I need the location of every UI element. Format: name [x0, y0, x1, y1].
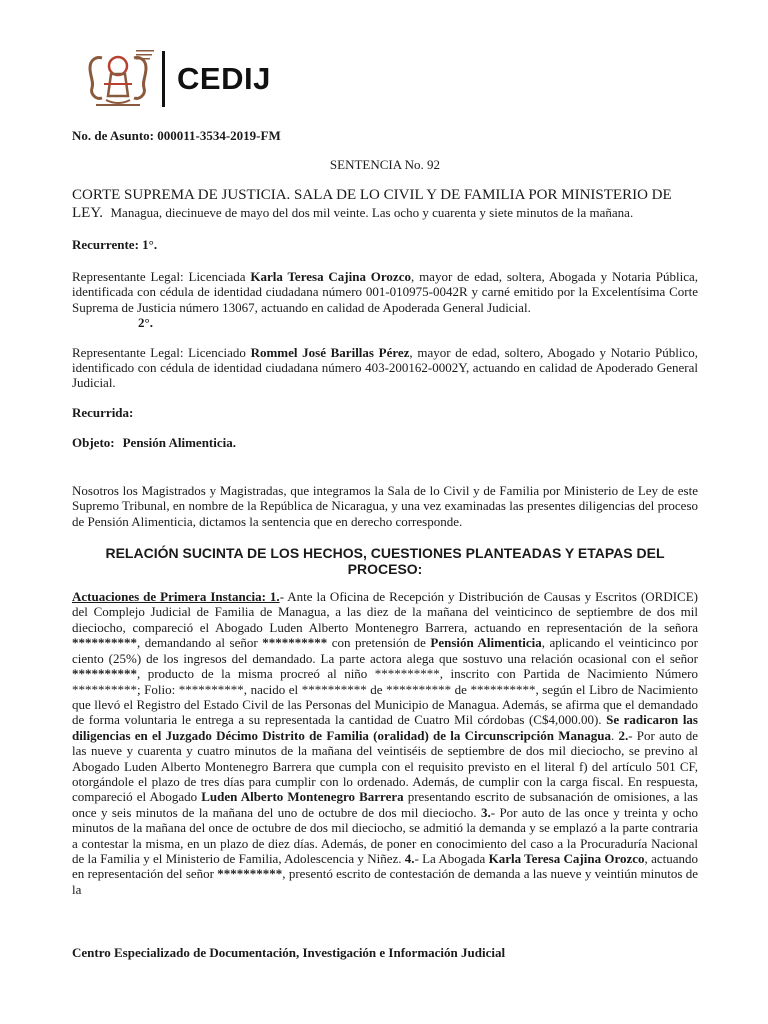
- bold-text: Karla Teresa Cajina Orozco: [488, 850, 645, 866]
- body-text: - Ante la Oficina de Recepción y Distribución de Causas y Escritos (ORDICE) del Complejo Judicial de Familia de Managua, a las diez de la mañana del veinticinco de septiembre de dos mil dieciocho, compareció el Abogado Luden Alberto Montenegro Barrera, actuando en representación de la señora: [72, 589, 698, 635]
- item-number: 2.: [618, 727, 629, 743]
- rep1-name: Karla Teresa Cajina Orozco: [250, 269, 411, 284]
- header: [78, 40, 698, 118]
- brand-title: CEDIJ: [177, 61, 271, 96]
- redacted: **********: [72, 666, 137, 682]
- redacted: **********: [262, 635, 328, 651]
- body-text: presentando escrito de subsanación de omisiones, a las once y seis minutos de la mañana del uno de octubre de dos mil dieciocho.: [72, 789, 698, 820]
- body-text: , actuando en representación del señor: [72, 850, 698, 882]
- section-heading: RELACIÓN SUCINTA DE LOS HECHOS, CUESTIONES PLANTEADAS Y ETAPAS DEL PROCESO:: [105, 545, 665, 578]
- redacted: **********: [217, 866, 283, 882]
- legal-rep-1: [72, 269, 698, 315]
- body-text: - Por auto de las nueve y cuarenta y cuatro minutos de la mañana del veintiséis de septiembre de dos mil dieciocho, se previno al Abogado Luden Alberto Montenegro Barrera que cumpla con el requisito previsto en el literal f) del artículo 501 CF, otorgándole el plazo de tres días para cumplir con lo ordenado. Además, de cumplir con la carga fiscal. En respuesta, compareció el Abogado: [72, 727, 698, 805]
- header-divider: [162, 51, 165, 107]
- bold-text: Pensión Alimenticia: [430, 635, 542, 651]
- body-text: - La Abogada: [414, 850, 489, 866]
- court-heading: [72, 187, 698, 222]
- body-text: , presentó escrito de contestación de demanda a las nueve y veintiún minutos de la: [72, 866, 698, 897]
- body-text: , aplicando el veinticinco por ciento (25%) de los ingresos del demandado. La parte actora alega que sostuvo una relación ocasional con el señor: [72, 635, 698, 666]
- rep2-name: Rommel José Barillas Pérez: [250, 344, 410, 360]
- body-paragraph: [72, 589, 698, 897]
- redacted: **********: [72, 635, 137, 651]
- sentence-number: SENTENCIA No. 92: [329, 157, 441, 172]
- court-title: CORTE SUPREMA DE JUSTICIA. SALA DE LO CIVIL Y DE FAMILIA POR MINISTERIO DE LEY.: [72, 187, 672, 221]
- body-text: .: [610, 727, 619, 743]
- court-date: Managua, diecinueve de mayo del dos mil veinte. Las ocho y cuarenta y siete minutos de la mañana.: [110, 205, 634, 220]
- rep2-prefix: Representante Legal: Licenciado: [72, 344, 251, 360]
- bold-text: Se radicaron las diligencias en el Juzgado Décimo Distrito de Familia (oralidad) de la Circunscripción Managua: [72, 712, 698, 743]
- rep1-details: , mayor de edad, soltera, Abogada y Notaria Pública, identificada con cédula de identidad ciudadana número 001-010975-0042R y carné emitido por la Excelentísima Corte Suprema de Justicia número 13067, actuando en calidad de Apoderada General Judicial.: [72, 269, 699, 315]
- object-line: [72, 435, 698, 451]
- appellant-label: Recurrente: 1°.: [72, 237, 158, 252]
- body-text: , demandando al señor: [137, 635, 263, 651]
- item-number: 3.: [480, 804, 491, 820]
- preamble-paragraph: Nosotros los Magistrados y Magistradas, que integramos la Sala de lo Civil y de Familia por Ministerio de Ley de este Supremo Tribunal, en nombre de la República de Nicaragua, y una vez examinadas las presentes diligencias del proceso de Pensión Alimenticia, dictamos la sentencia que en derecho corresponde.: [72, 482, 698, 529]
- bold-text: Luden Alberto Montenegro Barrera: [201, 789, 404, 805]
- body-text: , producto de la misma procreó al niño **********, inscrito con Partida de Nacimiento Número **********; Folio: **********, nacido el ********** de ********** de **********, según el Libro de Nacimiento que llevó el Registro del Estado Civil de las Personas del Municipio de Managua. Además, se afirma que el demandado de forma voluntaria le entrega a su representada la cantidad de Cuatro Mil córdobas (C$4,000.00).: [72, 666, 698, 728]
- body-text: - Por auto de las once y treinta y ocho minutos de la mañana del once de octubre de dos mil dieciocho, se admitió la demanda y se emplazó a la parte contraria a contestar la misma, en un plazo de diez días. Además, de poner en conocimiento del caso a la Procuraduría Nacional de la Familia y el Ministerio de Familia, Adolescencia y Niñez.: [72, 804, 698, 866]
- respondent-label: Recurrida:: [72, 404, 134, 420]
- footer-text: Centro Especializado de Documentación, Investigación e Información Judicial: [72, 945, 506, 960]
- appellant-2-label: 2°.: [138, 315, 153, 331]
- rep2-details: , mayor de edad, soltero, Abogado y Notario Público, identificado con cédula de identidad ciudadana número 403-200162-0002Y, actuando en calidad de Apoderado General Judicial.: [72, 344, 698, 391]
- item-number: 4.: [404, 850, 415, 866]
- cedij-seal-icon: [78, 44, 158, 114]
- object-label: Objeto:: [72, 434, 115, 450]
- body-text: con pretensión de: [327, 635, 431, 651]
- first-instance-heading: Actuaciones de Primera Instancia: 1.: [72, 589, 280, 605]
- case-number: No. de Asunto: 000011-3534-2019-FM: [72, 128, 281, 143]
- legal-rep-2: [72, 345, 698, 391]
- rep1-prefix: Representante Legal: Licenciada: [72, 269, 251, 284]
- document-page: [72, 40, 698, 897]
- object-value: Pensión Alimenticia.: [122, 434, 236, 450]
